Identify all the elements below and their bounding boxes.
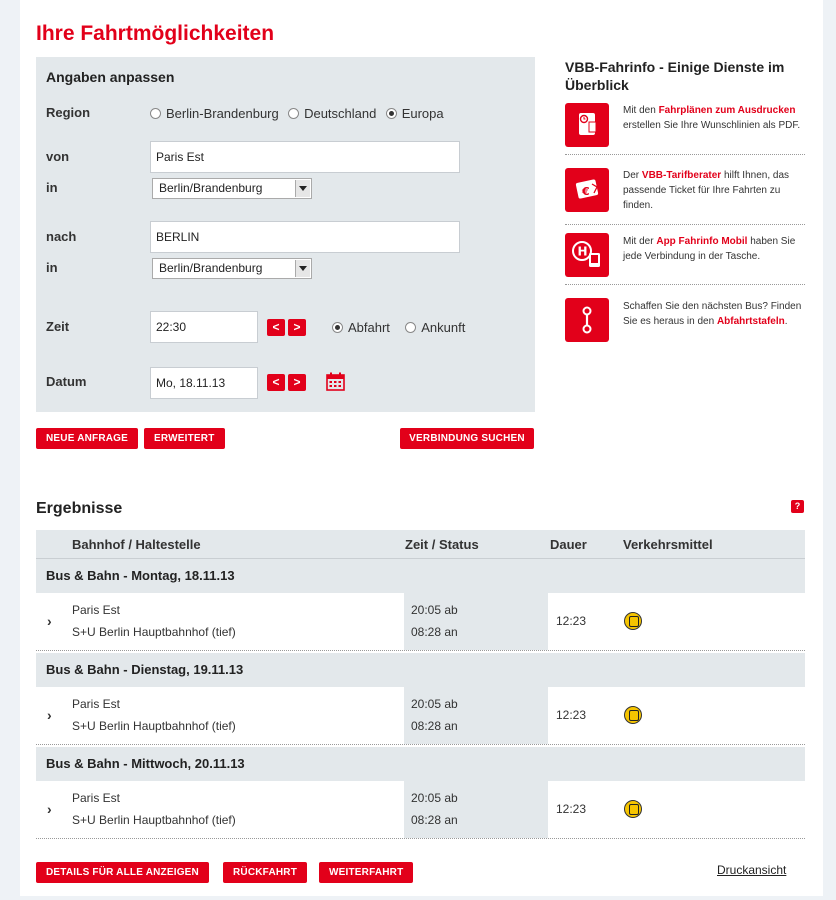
departure-time: 20:05 ab (411, 791, 458, 805)
divider (565, 154, 805, 155)
radio-selected-icon[interactable] (386, 108, 397, 119)
divider (565, 224, 805, 225)
weiterfahrt-button[interactable]: WEITERFAHRT (319, 862, 413, 883)
to-station: S+U Berlin Hauptbahnhof (tief) (72, 813, 236, 827)
zeit-prev-button[interactable]: < (267, 319, 285, 336)
print-timetable-icon[interactable] (565, 103, 609, 147)
von-label: von (46, 149, 70, 164)
region-option-deutschland[interactable]: Deutschland (288, 107, 376, 121)
mobile-app-icon[interactable] (565, 233, 609, 277)
abfahrtstafeln-link[interactable]: Abfahrtstafeln (716, 316, 785, 327)
von-region-select[interactable]: Berlin/Brandenburg (152, 178, 312, 199)
page-title: Ihre Fahrtmöglichkeiten (36, 22, 275, 45)
departure-board-icon[interactable] (565, 298, 609, 342)
neue-anfrage-button[interactable]: NEUE ANFRAGE (36, 428, 138, 449)
tram-icon (624, 800, 642, 818)
region-option-berlin-brandenburg[interactable]: Berlin-Brandenburg (150, 107, 279, 121)
help-icon[interactable]: ? (791, 500, 804, 513)
from-station: Paris Est (72, 791, 121, 805)
chevron-down-icon[interactable] (295, 260, 310, 277)
duration: 12:23 (556, 802, 587, 816)
result-group-header: Bus & Bahn - Mittwoch, 20.11.13 (36, 747, 805, 781)
radio-icon[interactable] (150, 108, 161, 119)
sidebar-item-1-text: Mit den Fahrplänen zum Ausdrucken erstellen Sie Ihre Wunschlinien als PDF. (623, 105, 801, 131)
region-label: Region (46, 105, 91, 120)
ankunft-option[interactable]: Ankunft (405, 321, 465, 335)
zeit-next-button[interactable]: > (288, 319, 306, 336)
arrival-time: 08:28 an (411, 625, 458, 639)
arrival-time: 08:28 an (411, 813, 458, 827)
zeit-input[interactable]: 22:30 (150, 311, 258, 343)
chevron-right-icon[interactable]: › (47, 801, 52, 817)
results-heading: Ergebnisse (36, 500, 123, 517)
zeit-label: Zeit (46, 319, 70, 334)
arrival-time: 08:28 an (411, 719, 458, 733)
region-option-europa[interactable]: Europa (386, 107, 444, 121)
euro-ticket-icon[interactable] (565, 168, 609, 212)
tarifberater-link[interactable]: VBB-Tarifberater (641, 170, 722, 181)
tram-icon (624, 706, 642, 724)
column-header-time: Zeit / Status (405, 537, 479, 552)
app-fahrinfo-link[interactable]: App Fahrinfo Mobil (656, 236, 748, 247)
chevron-right-icon[interactable]: › (47, 707, 52, 723)
sidebar-item-4-text: Schaffen Sie den nächsten Bus? Finden Sie es heraus in den Abfahrtstafeln. (623, 301, 802, 327)
divider (565, 284, 805, 285)
from-station: Paris Est (72, 603, 121, 617)
form-heading: Angaben anpassen (46, 69, 175, 85)
chevron-down-icon[interactable] (295, 180, 310, 197)
duration: 12:23 (556, 708, 587, 722)
von-input[interactable]: Paris Est (150, 141, 460, 173)
table-row[interactable] (36, 687, 805, 745)
duration: 12:23 (556, 614, 587, 628)
to-station: S+U Berlin Hauptbahnhof (tief) (72, 719, 236, 733)
nach-region-select[interactable]: Berlin/Brandenburg (152, 258, 312, 279)
rueckfahrt-button[interactable]: RÜCKFAHRT (223, 862, 307, 883)
time-cell (404, 781, 548, 838)
results-table-header (36, 530, 805, 559)
departure-time: 20:05 ab (411, 697, 458, 711)
von-in-label: in (46, 180, 58, 195)
fahrplaene-link[interactable]: Fahrplänen zum Ausdrucken (658, 105, 796, 116)
result-group-header: Bus & Bahn - Montag, 18.11.13 (36, 559, 805, 593)
page (20, 0, 823, 896)
search-form (36, 57, 535, 412)
sidebar-item-3-text: Mit der App Fahrinfo Mobil haben Sie jede Verbindung in der Tasche. (623, 236, 796, 262)
druckansicht-link[interactable]: Druckansicht (717, 863, 787, 877)
nach-input[interactable]: BERLIN (150, 221, 460, 253)
column-header-duration: Dauer (550, 537, 587, 552)
datum-label: Datum (46, 374, 87, 389)
result-group-header: Bus & Bahn - Dienstag, 19.11.13 (36, 653, 805, 687)
tram-icon (624, 612, 642, 630)
sidebar-heading: VBB-Fahrinfo - Einige Dienste im Überblick (565, 59, 785, 93)
erweitert-button[interactable]: ERWEITERT (144, 428, 225, 449)
radio-icon[interactable] (405, 322, 416, 333)
chevron-right-icon[interactable]: › (47, 613, 52, 629)
radio-icon[interactable] (288, 108, 299, 119)
table-row[interactable] (36, 781, 805, 839)
datum-prev-button[interactable]: < (267, 374, 285, 391)
verbindung-suchen-button[interactable]: VERBINDUNG SUCHEN (400, 428, 534, 449)
region-radio-group (150, 106, 444, 121)
abfahrt-option[interactable]: Abfahrt (332, 321, 390, 335)
svg-text:H: H (577, 244, 588, 259)
radio-selected-icon[interactable] (332, 322, 343, 333)
column-header-transport: Verkehrsmittel (623, 537, 713, 552)
nach-in-label: in (46, 260, 58, 275)
from-station: Paris Est (72, 697, 121, 711)
table-row[interactable] (36, 593, 805, 651)
time-cell (404, 593, 548, 650)
details-all-button[interactable]: DETAILS FÜR ALLE ANZEIGEN (36, 862, 209, 883)
departure-time: 20:05 ab (411, 603, 458, 617)
calendar-icon[interactable] (326, 372, 345, 391)
time-cell (404, 687, 548, 744)
column-header-station: Bahnhof / Haltestelle (72, 537, 201, 552)
nach-label: nach (46, 229, 77, 244)
time-mode-radio-group (332, 320, 465, 335)
datum-input[interactable]: Mo, 18.11.13 (150, 367, 258, 399)
svg-text:€: € (582, 185, 590, 198)
to-station: S+U Berlin Hauptbahnhof (tief) (72, 625, 236, 639)
sidebar-item-2-text: Der VBB-Tarifberater hilft Ihnen, das passende Ticket für Ihre Fahrten zu finden. (623, 170, 790, 211)
datum-next-button[interactable]: > (288, 374, 306, 391)
